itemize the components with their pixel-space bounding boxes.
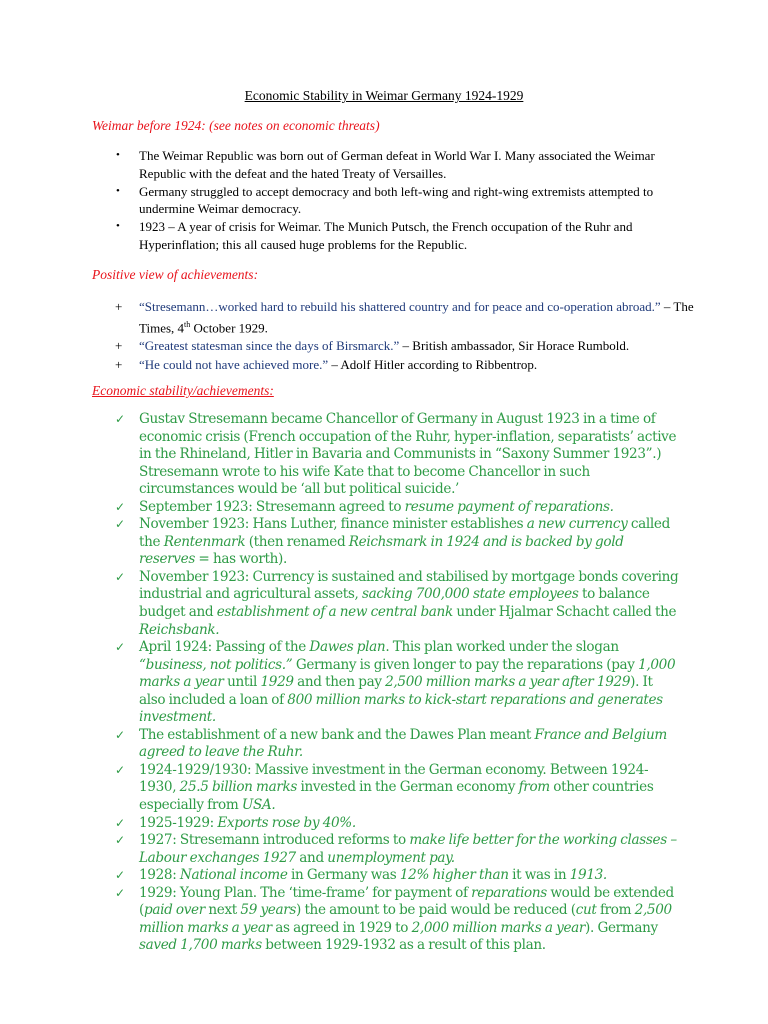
- item-text: 1928:: [139, 867, 180, 884]
- item-text: Gustav Stresemann became Chancellor of Germany in August 1923 in a time of economic crisis (French occupation of the Ruhr, hyper-inflation, separatists’ active in the Rhineland, Hitler in Bavaria and Communists in “Saxony Summer 1923”.) Stresemann wrote to his wife Kate that to become Chancellor in such circumstances would be ‘all but political suicide.’: [139, 411, 677, 498]
- emphasis-text: 1929: [260, 674, 294, 691]
- item-text: 1927: Stresemann introduced reforms to: [139, 832, 410, 849]
- weimar-before-1924-list: [116, 147, 699, 254]
- emphasis-text: 2,500 million marks a year after 1929: [385, 674, 631, 691]
- emphasis-text: 1,000 marks a year: [139, 656, 676, 691]
- quote-source-superscript: th: [184, 319, 191, 329]
- item-text: would be extended (: [139, 884, 674, 919]
- emphasis-text: unemployment pay.: [327, 849, 455, 866]
- emphasis-text: “business, not politics.”: [139, 656, 293, 673]
- checkmark-icon: ✓: [115, 762, 125, 777]
- achievement-item: [115, 498, 679, 517]
- achievement-item: [115, 814, 679, 833]
- emphasis-text: paid over: [143, 902, 205, 919]
- list-item-text: Germany struggled to accept democracy and both left-wing and right-wing extremists attempted to undermine Weimar democracy.: [139, 183, 654, 216]
- emphasis-text: a new currency: [526, 516, 628, 533]
- quote-source: – The Times, 4: [139, 299, 694, 335]
- plus-marker: +: [115, 356, 123, 372]
- item-text: Germany is given longer to pay the reparations (pay: [292, 656, 639, 673]
- list-item: [116, 183, 699, 218]
- item-text: until: [223, 674, 261, 691]
- achievement-item: [115, 884, 679, 955]
- item-text: between 1929-1932 as a result of this plan.: [261, 937, 546, 954]
- item-text: and: [295, 849, 328, 866]
- emphasis-text: from: [518, 779, 550, 796]
- quote-source: – Adolf Hitler according to Ribbentrop.: [328, 356, 538, 372]
- emphasis-text: France and Belgium agreed to leave the Ruhr.: [139, 726, 667, 761]
- section-heading-economic-stability: Economic stability/achievements:: [92, 383, 274, 398]
- quote-source-date: October 1929.: [190, 319, 268, 335]
- quote-text: “Stresemann…worked hard to rebuild his shattered country and for peace and co-operation abroad.”: [139, 299, 661, 314]
- section-heading-positive-view: Positive view of achievements:: [92, 267, 259, 282]
- checkmark-icon: ✓: [115, 815, 125, 830]
- achievement-item: [115, 761, 679, 815]
- item-text: has worth).: [209, 551, 287, 568]
- emphasis-text: National income: [179, 867, 288, 884]
- checkmark-icon: ✓: [115, 640, 125, 655]
- item-text: 1924-1929/1930: Massive investment in the German economy. Between 1924-1930,: [139, 761, 649, 796]
- achievement-item: [115, 867, 679, 885]
- achievement-item: [115, 516, 679, 569]
- emphasis-text: establishment of a new central bank: [216, 604, 453, 621]
- emphasis-text: 1913.: [569, 867, 607, 884]
- bullet-marker: •: [116, 149, 120, 161]
- item-text: November 1923: Currency is sustained and stabilised by mortgage bonds covering industrial and agricultural assets,: [139, 568, 679, 603]
- item-text: November 1923: Hans Luther, finance minister establishes: [139, 516, 527, 533]
- achievement-item: [115, 411, 679, 499]
- item-text: April 1924: Passing of the: [139, 639, 310, 656]
- item-text: invested in the German economy: [297, 779, 519, 796]
- emphasis-text: cut: [575, 902, 597, 919]
- quote-item: [115, 337, 719, 355]
- checkmark-icon: ✓: [115, 412, 125, 426]
- item-text: it was in: [508, 867, 570, 884]
- bullet-marker: •: [116, 220, 120, 232]
- emphasis-text: Exports rose by 40%.: [217, 814, 356, 831]
- emphasis-text: 25.5 billion marks: [179, 779, 297, 796]
- achievement-item: [115, 832, 679, 867]
- quote-item: [115, 298, 719, 336]
- item-text: other countries especially from: [139, 779, 654, 814]
- emphasis-text: sacking 700,000 state employees: [361, 586, 579, 603]
- item-text: in Germany was: [287, 867, 400, 884]
- emphasis-text: Reichsbank.: [139, 621, 220, 638]
- item-text: ). Germany: [585, 919, 658, 936]
- emphasis-text: saved 1,700 marks: [139, 937, 262, 954]
- emphasis-text: 2,500 million marks a year: [139, 902, 672, 936]
- list-item: [116, 147, 699, 182]
- achievement-item: [115, 568, 679, 639]
- item-text: ) the amount to be paid would be reduced (: [296, 902, 576, 919]
- emphasis-text: 12% higher than: [399, 867, 509, 884]
- item-text: ). It also included a loan of: [139, 674, 653, 708]
- item-text: under Hjalmar Schacht called the: [452, 604, 677, 621]
- item-text: and then pay: [293, 674, 386, 691]
- quote-text: “Greatest statesman since the days of Birsmarck.”: [139, 338, 400, 354]
- item-text: to balance budget and: [139, 586, 650, 621]
- list-item-text: The Weimar Republic was born out of German defeat in World War I. Many associated the Weimar Republic with the defeat and the hated Treaty of Versailles.: [139, 148, 655, 181]
- item-text: 1925-1929:: [139, 814, 218, 831]
- emphasis-text: Dawes plan: [309, 639, 386, 656]
- economic-achievements-list: [115, 411, 679, 955]
- item-text: September 1923: Stresemann agreed to: [139, 498, 405, 515]
- achievement-item: [115, 639, 679, 727]
- quote-item: [115, 356, 719, 374]
- item-text: (then renamed: [245, 533, 349, 550]
- checkmark-icon: ✓: [115, 727, 125, 742]
- emphasis-text: reparations: [471, 884, 547, 901]
- positive-view-list: [115, 298, 719, 374]
- emphasis-text: 800 million marks to kick-start reparations and generates investment.: [139, 691, 663, 726]
- checkmark-icon: ✓: [115, 885, 125, 900]
- plus-marker: +: [115, 338, 123, 354]
- item-text: 1929: Young Plan. The ‘time-frame’ for payment of: [139, 884, 472, 901]
- bullet-marker: •: [116, 184, 120, 197]
- item-text: next: [204, 902, 241, 919]
- checkmark-icon: ✓: [115, 868, 125, 883]
- item-text: from: [596, 902, 635, 919]
- emphasis-text: Reichsmark in 1924 and is backed by gold reserves =: [139, 533, 624, 568]
- emphasis-text: 2,000 million marks a year: [411, 919, 586, 936]
- checkmark-icon: ✓: [115, 833, 125, 848]
- emphasis-text: Rentenmark: [163, 533, 246, 550]
- emphasis-text: 59 years: [240, 902, 297, 919]
- achievement-item: [115, 726, 679, 762]
- checkmark-icon: ✓: [115, 517, 125, 532]
- page-title: Economic Stability in Weimar Germany 1924-1929: [244, 88, 524, 103]
- section-heading-weimar-before-1924: Weimar before 1924: (see notes on economic threats): [92, 118, 380, 133]
- checkmark-icon: ✓: [115, 569, 125, 584]
- list-item-text: 1923 – A year of crisis for Weimar. The Munich Putsch, the French occupation of the Ruhr and Hyperinflation; this all caused huge problems for the Republic.: [139, 219, 633, 252]
- quote-source: – British ambassador, Sir Horace Rumbold.: [399, 338, 630, 354]
- item-text: . This plan worked under the slogan: [385, 639, 619, 656]
- emphasis-text: USA.: [241, 797, 276, 814]
- plus-marker: +: [115, 299, 123, 314]
- emphasis-text: make life better for the working classes – Labour exchanges 1927: [139, 832, 677, 866]
- item-text: as agreed in 1929 to: [271, 919, 412, 936]
- checkmark-icon: ✓: [115, 499, 125, 514]
- item-text: called the: [139, 516, 670, 550]
- quote-text: “He could not have achieved more.”: [139, 356, 329, 372]
- emphasis-text: resume payment of reparations.: [404, 498, 614, 515]
- item-text: The establishment of a new bank and the Dawes Plan meant: [139, 726, 535, 743]
- list-item: [116, 218, 699, 253]
